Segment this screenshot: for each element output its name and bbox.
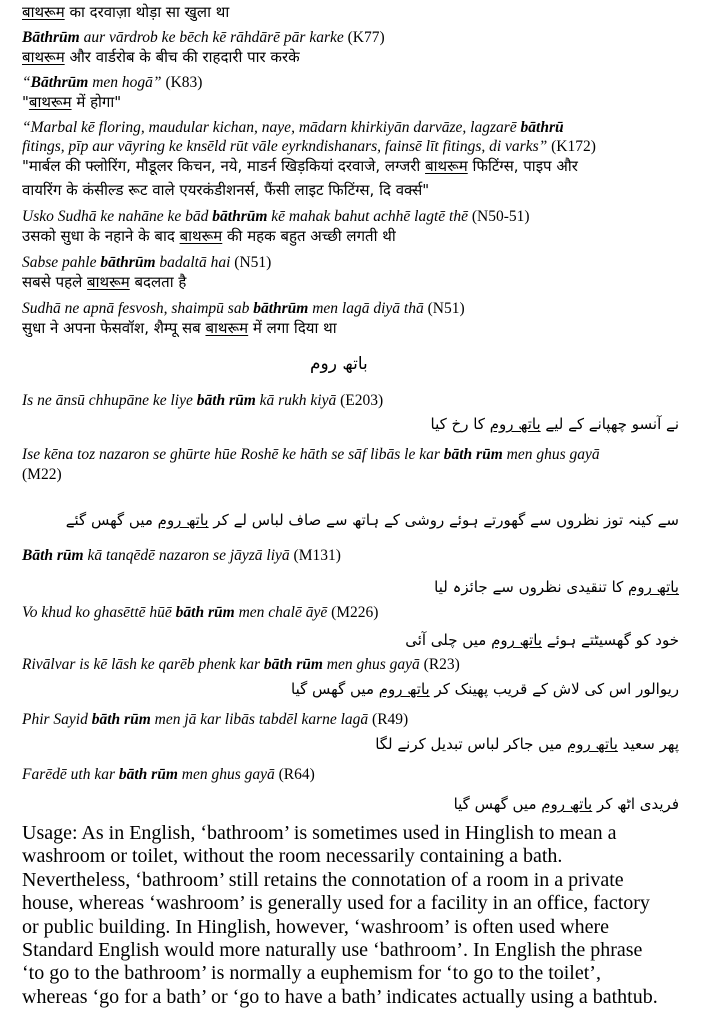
roman-line-13: Phir Sayid bāth rūm men jā kar libās tabdēl karne lagā (R49) xyxy=(22,711,409,728)
roman-line-4b: fitings, pīp aur vāyring ke knsēld rūt vāle eyrkndishanars, fainsē līt fitings, di varks” (K172) xyxy=(22,138,596,155)
urdu-line-12: ریوالور اس کی لاش کے قریب پھینک کر باتھ روم میں گھس گیا xyxy=(291,680,679,698)
roman-line-11: Vo khud ko ghasēttē hūē bāth rūm men chalē āyē (M226) xyxy=(22,604,379,621)
urdu-line-13: پھر سعید باتھ روم میں جاکر لباس تبدیل کرنے لگا xyxy=(375,735,679,753)
urdu-line-11: خود کو گھسیٹتے ہوئے باتھ روم میں چلی آئی xyxy=(405,631,679,649)
devanagari-line-5: उसको सुधा के नहाने के बाद बाथरूम की महक बहुत अच्छी लगती थी xyxy=(22,227,396,245)
highlighted-term: बाथरूम xyxy=(28,93,72,111)
roman-line-8: Is ne ānsū chhupāne ke liye bāth rūm kā rukh kiyā (E203) xyxy=(22,392,384,409)
usage-line: washroom or toilet, without the room necessarily containing a bath. xyxy=(22,845,563,868)
roman-line-2: Bāthrūm aur vārdrob ke bēch kē rāhdārē pār karke (K77) xyxy=(22,29,385,46)
highlighted-term: باتھ روم xyxy=(378,680,430,698)
highlighted-term: बाथरूम xyxy=(22,3,65,21)
urdu-heading: باتھ روم xyxy=(310,354,368,374)
devanagari-line-1: बाथरूम का दरवाज़ा थोड़ा सा खुला था xyxy=(22,3,230,21)
roman-line-14: Farēdē uth kar bāth rūm men ghus gayā (R64) xyxy=(22,766,315,783)
roman-line-9a: Ise kēna toz nazaron se ghūrte hūe Roshē ke hāth se sāf libās le kar bāth rūm men ghus gayā xyxy=(22,446,600,463)
highlighted-term: बाथरूम xyxy=(179,227,223,245)
urdu-line-8: نے آنسو چھپانے کے لیے باتھ روم کا رخ کیا xyxy=(430,415,679,433)
urdu-line-9: سے کینہ توز نظروں سے گھورتے ہوئے روشی کے ہاتھ سے صاف لباس لے کر باتھ روم میں گھس گئے xyxy=(65,511,679,529)
devanagari-line-4a: "मार्बल की फ्लोरिंग, मौडूलर किचन, नये, माडर्न खिड़कियां दरवाजे, लग्जरी बाथरूम फिटिंग्स, पाइप और xyxy=(22,157,578,175)
highlighted-term: باتھ روم xyxy=(628,578,679,596)
devanagari-line-3: "बाथरूम में होगा" xyxy=(22,93,122,111)
highlighted-term: باتھ روم xyxy=(489,415,541,433)
roman-line-7: Sudhā ne apnā fesvosh, shaimpū sab bāthrūm men lagā diyā thā (N51) xyxy=(22,300,465,317)
usage-line: or public building. In Hinglish, however, ‘washroom’ is often used where xyxy=(22,915,610,938)
highlighted-term: बाथरूम xyxy=(22,48,65,66)
highlighted-term: باتھ روم xyxy=(157,511,209,529)
roman-line-5: Usko Sudhā ke nahāne ke bād bāthrūm kē mahak bahut achhē lagtē thē (N50-51) xyxy=(22,208,530,225)
usage-paragraph xyxy=(22,822,702,1009)
urdu-line-10: باتھ روم کا تنقیدی نظروں سے جائزہ لیا xyxy=(434,578,679,596)
devanagari-line-7: सुधा ने अपना फेसवॉश, शैम्पू सब बाथरूम में लगा दिया था xyxy=(22,319,337,337)
devanagari-line-2: बाथरूम और वार्डरोब के बीच की राहदारी पार करके xyxy=(22,48,300,66)
urdu-line-14: فریدی اٹھ کر باتھ روم میں گھس گیا xyxy=(453,795,679,813)
roman-line-6: Sabse pahle bāthrūm badaltā hai (N51) xyxy=(22,254,272,271)
roman-line-3: “Bāthrūm men hogā” (K83) xyxy=(22,74,203,91)
usage-line: whereas ‘go for a bath’ or ‘go to have a bath’ indicates actually using a bathtub. xyxy=(22,985,658,1008)
usage-line: house, whereas ‘washroom’ is generally used for a facility in an office, factory xyxy=(22,892,650,915)
highlighted-term: باتھ روم xyxy=(541,795,593,813)
highlighted-term: باتھ روم xyxy=(491,631,543,649)
usage-line: Standard English would more naturally use ‘bathroom’. In English the phrase xyxy=(22,939,643,962)
highlighted-term: बाथरूम xyxy=(205,319,249,337)
highlighted-term: बाथरूम xyxy=(425,157,468,175)
highlighted-term: باتھ روم xyxy=(566,735,618,753)
roman-line-9b: (M22) xyxy=(22,466,62,483)
roman-line-4a: “Marbal kē floring, maudular kichan, naye, mādarn khirkiyān darvāze, lagzarē bāthrū xyxy=(22,119,564,136)
highlighted-term: बाथरूम xyxy=(87,273,130,291)
usage-line: Usage: As in English, ‘bathroom’ is sometimes used in Hinglish to mean a xyxy=(22,822,617,844)
devanagari-line-6: सबसे पहले बाथरूम बदलता है xyxy=(22,273,187,291)
usage-line: ‘to go to the bathroom’ is normally a euphemism for ‘to go to the toilet’, xyxy=(22,962,601,985)
roman-line-10: Bāth rūm kā tanqēdē nazaron se jāyzā liyā (M131) xyxy=(22,547,341,564)
usage-line: Nevertheless, ‘bathroom’ still retains the connotation of a room in a private xyxy=(22,868,624,891)
devanagari-line-4b: वायरिंग के कंसील्ड रूट वाले एयरकंडीशनर्स, फैंसी लाइट फिटिंग्स, दि वर्क्स" xyxy=(22,181,430,199)
roman-line-12: Rivālvar is kē lāsh ke qarēb phenk kar bāth rūm men ghus gayā (R23) xyxy=(22,656,460,673)
